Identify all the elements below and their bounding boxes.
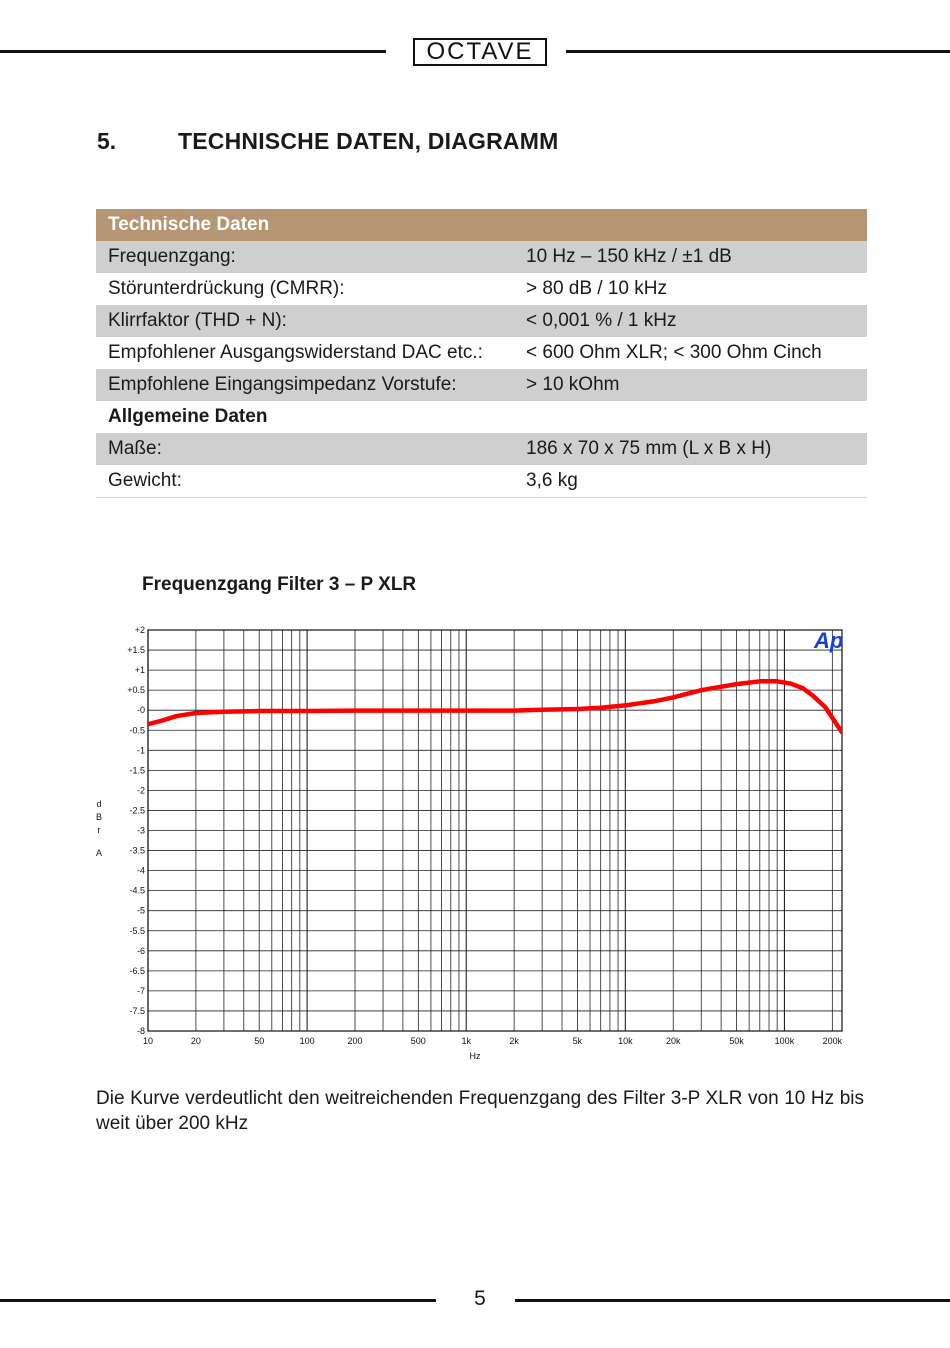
y-axis-label-letter: d	[96, 799, 102, 809]
x-tick-label: 1k	[461, 1036, 471, 1046]
y-tick-labels	[127, 625, 145, 1036]
x-tick-label: 20	[190, 1036, 201, 1046]
x-tick-label: 10	[142, 1036, 154, 1046]
y-tick-label: -0	[136, 705, 145, 716]
table-row	[96, 273, 867, 305]
x-tick-label: 50	[254, 1036, 265, 1046]
frequency-response-chart	[90, 615, 860, 1070]
series-line	[148, 681, 842, 732]
table-row	[96, 465, 867, 498]
y-tick-label: -0.5	[129, 725, 145, 736]
table-row	[96, 305, 867, 337]
header-rule-left	[0, 50, 386, 53]
chart-title: Frequenzgang Filter 3 – P XLR	[142, 574, 417, 595]
horizontal-gridlines	[148, 630, 842, 1031]
ap-watermark: Ap	[814, 628, 844, 653]
table-row	[96, 369, 867, 401]
section-title: TECHNISCHE DATEN, DIAGRAMM	[178, 128, 559, 154]
y-tick-label: -3	[136, 825, 145, 836]
x-tick-label: 5k	[572, 1036, 583, 1046]
y-tick-label: -1	[136, 745, 145, 756]
x-tick-label: 200	[347, 1036, 363, 1046]
footer-rule-left	[0, 1299, 436, 1302]
y-tick-label: +1.5	[127, 645, 145, 656]
x-tick-label: 10k	[618, 1036, 633, 1046]
x-tick-label: 100	[299, 1036, 315, 1046]
y-tick-label: -7	[136, 985, 145, 996]
row-value: 10 Hz – 150 kHz / ±1 dB	[520, 241, 867, 273]
table-row	[96, 241, 867, 273]
y-axis-label-letter: B	[95, 812, 103, 822]
y-tick-label: -2.5	[129, 805, 145, 816]
y-axis-label-letter: r	[97, 825, 101, 835]
x-tick-label: 200k	[822, 1036, 843, 1046]
row-label: Empfohlene Eingangsimpedanz Vorstufe:	[96, 369, 520, 401]
x-tick-label: 20k	[665, 1036, 681, 1046]
y-tick-label: +1	[134, 665, 145, 676]
row-label: Störunterdrückung (CMRR):	[96, 273, 520, 305]
table-header-empty	[520, 209, 867, 241]
row-value: > 80 dB / 10 kHz	[520, 273, 867, 305]
table-subheader-row	[96, 401, 867, 433]
x-tick-label: 2k	[509, 1036, 519, 1046]
logo-text: OCTAVE	[426, 38, 534, 65]
table-subheader-empty	[520, 401, 867, 433]
row-label: Maße:	[96, 433, 520, 465]
row-label: Klirrfaktor (THD + N):	[96, 305, 520, 337]
y-tick-label: +0.5	[127, 685, 145, 696]
x-tick-label: 50k	[729, 1036, 744, 1046]
chart-caption: Die Kurve verdeutlicht den weitreichenden Frequenzgang des Filter 3-P XLR von 10 Hz bis weit über 200 kHz	[96, 1088, 864, 1134]
y-axis-label-letter: A	[95, 848, 103, 858]
header-rule-right	[566, 50, 950, 53]
table-header: Technische Daten	[96, 209, 520, 241]
y-tick-label: -1.5	[129, 765, 145, 776]
y-tick-label: -6.5	[129, 965, 145, 976]
footer-rule-right	[515, 1299, 950, 1302]
row-label: Empfohlener Ausgangswiderstand DAC etc.:	[96, 337, 520, 369]
row-value: 186 x 70 x 75 mm (L x B x H)	[520, 433, 867, 465]
y-tick-label: -3.5	[129, 845, 145, 856]
table-row	[96, 433, 867, 465]
y-tick-label: -5.5	[129, 925, 145, 936]
x-axis-label: Hz	[469, 1051, 481, 1061]
row-label: Frequenzgang:	[96, 241, 520, 273]
table-header-row	[96, 209, 867, 241]
row-value: > 10 kOhm	[520, 369, 867, 401]
row-value: < 0,001 % / 1 kHz	[520, 305, 867, 337]
y-tick-label: -5	[136, 905, 145, 916]
octave-logo	[413, 38, 547, 66]
x-tick-labels	[143, 1036, 843, 1046]
y-tick-label: -8	[136, 1026, 145, 1036]
y-tick-label: -7.5	[129, 1005, 145, 1016]
y-axis-label	[96, 799, 102, 858]
y-tick-label: -6	[136, 945, 145, 956]
y-tick-label: -4	[136, 865, 145, 876]
x-tick-label: 100k	[774, 1036, 795, 1046]
y-tick-label: -4.5	[129, 885, 145, 896]
y-tick-label: -2	[136, 785, 145, 796]
table-row	[96, 337, 867, 369]
row-value: < 600 Ohm XLR; < 300 Ohm Cinch	[520, 337, 867, 369]
spec-table	[96, 209, 867, 498]
y-tick-label: +2	[134, 625, 145, 635]
table-subheader: Allgemeine Daten	[96, 401, 520, 433]
x-tick-label: 500	[410, 1036, 426, 1046]
page-number: 5	[474, 1287, 486, 1310]
row-label: Gewicht:	[96, 465, 520, 498]
section-number: 5.	[97, 128, 117, 154]
row-value: 3,6 kg	[520, 465, 867, 498]
